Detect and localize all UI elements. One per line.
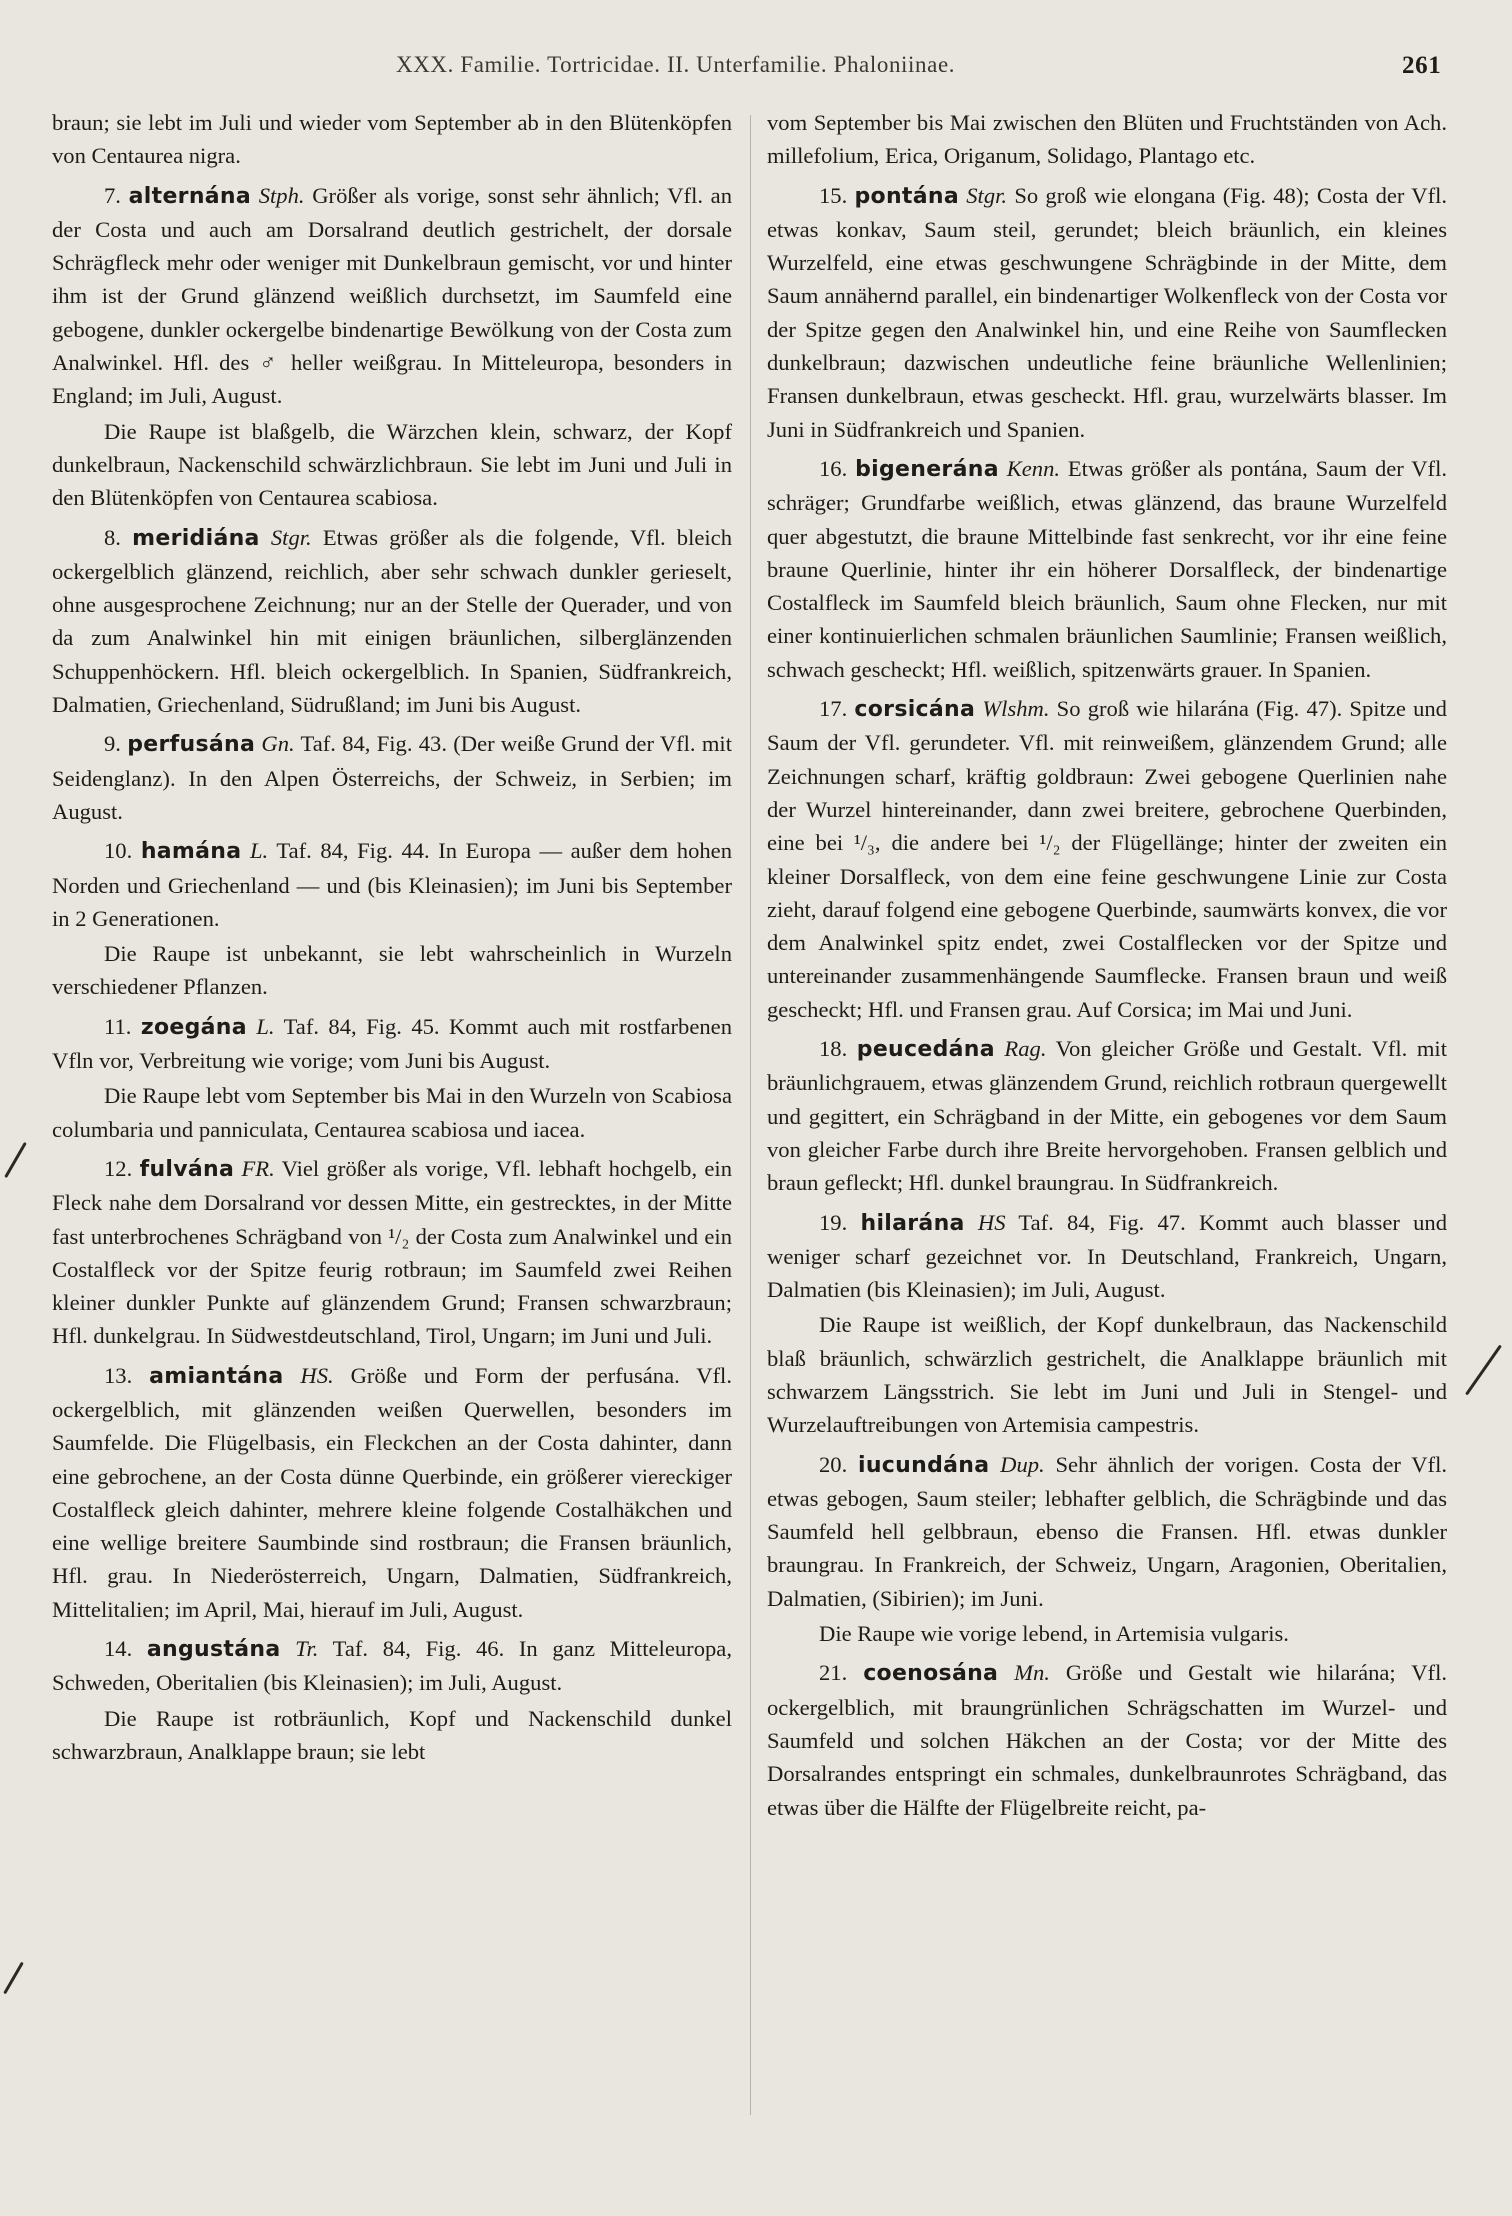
body-text: Die Raupe ist blaßgelb, die Wärzchen klein, schwarz, der Kopf dunkelbraun, Nackenschild schwärzlichbraun. Sie lebt im Juni und Juli in den Blütenköpfen von Centaurea scabiosa. (52, 418, 732, 511)
entry-number: 13. (104, 1362, 133, 1388)
body-text: Größe und Gestalt wie hilarána; Vfl. ockergelblich, mit braungrünlichen Schrägschatten im Wurzel- und Saumfeld und solchen Häkchen an der Costa; vor der Mitte des Dorsalrandes entspringt ein schmales, dunkelbraunrotes Schrägband, das etwas über die Hälfte der Flügelbreite reicht, pa- (767, 1660, 1447, 1820)
species-entry (52, 834, 732, 935)
species-name: hilarána (860, 1210, 965, 1236)
entry-number: 10. (104, 838, 133, 864)
species-entry (52, 1152, 732, 1353)
margin-pencil-mark (1465, 1345, 1502, 1396)
body-text: Taf. 84, Fig. 43. (Der weiße Grund der Vfl. mit Seidenglanz). In den Alpen Österreichs, der Schweiz, in Serbien; im August. (52, 731, 732, 824)
species-name: perfusána (127, 732, 256, 758)
entry-number: 11. (104, 1013, 132, 1039)
species-author: FR. (241, 1155, 275, 1181)
body-text: vom September bis Mai zwischen den Blüten und Fruchtständen von Ach. millefolium, Erica, Origanum, Solidago, Plantago etc. (767, 110, 1447, 169)
body-text: So groß wie elongana (Fig. 48); Costa der Vfl. etwas konkav, Saum steil, gerundet; bleich bräunlich, ein kleines Wurzelfeld, eine etwas geschwungene Schrägbinde in der Mitte, dem Saum annähernd parallel, ein bindenartiger Wolkenfleck von der Costa vor der Spitze gegen den Analwinkel hin, und eine Reihe von Saumflecken dunkelbraun; dazwischen undeutliche feine bräunliche Wellenlinien; Fransen dunkelbraun, etwas gescheckt. Hfl. grau, wurzelwärts blasser. Im Juni in Südfrankreich und Spanien. (767, 182, 1448, 442)
species-entry (52, 1359, 732, 1626)
entry-number: 20. (819, 1451, 848, 1477)
paragraph (52, 937, 732, 1004)
body-text: Die Raupe wie vorige lebend, in Artemisia vulgaris. (819, 1621, 1289, 1647)
paragraph (767, 1617, 1447, 1650)
species-author: HS (977, 1209, 1006, 1235)
species-entry (767, 1656, 1447, 1823)
paragraph (52, 415, 732, 515)
entry-number: 7. (104, 182, 121, 208)
column-divider (750, 115, 751, 2115)
species-name: alternána (128, 183, 252, 209)
species-name: angustána (146, 1637, 281, 1663)
left-column (52, 106, 732, 1768)
entry-number: 18. (819, 1036, 848, 1062)
entry-number: 21. (819, 1660, 848, 1686)
margin-pencil-mark (4, 1142, 27, 1178)
margin-pencil-mark (3, 1962, 24, 1995)
species-name: amiantána (149, 1363, 284, 1389)
species-author: Stph. (258, 182, 305, 208)
species-entry (767, 692, 1447, 1026)
entry-number: 15. (819, 182, 848, 208)
paragraph (767, 1308, 1447, 1441)
species-entry (52, 727, 732, 828)
header-title: XXX. Familie. Tortricidae. II. Unterfamilie. Phaloniinae. (396, 52, 956, 77)
species-author: Kenn. (1006, 455, 1061, 481)
page-number: 261 (1402, 52, 1442, 79)
entry-number: 12. (104, 1155, 133, 1181)
species-entry (767, 452, 1447, 686)
species-entry (52, 179, 732, 413)
paragraph (52, 1079, 732, 1146)
body-text: Etwas größer als pontána, Saum der Vfl. schräger; Grundfarbe weißlich, etwas glänzend, das braune Wurzelfeld quer abgestutzt, die braune Mittelbinde fast senkrecht, vor ihr eine feine braune Querlinie, hinter ihr ein höherer Dorsalfleck, der bindenartige Costalfleck im Saumfeld bleich bräunlich, Saum ohne Flecken, nur mit einer kontinuierlichen schmalen bräunlichen Saumlinie; Fransen weißlich, schwach gescheckt; Hfl. weißlich, spitzenwärts grauer. In Spanien. (767, 455, 1448, 682)
species-entry (767, 1206, 1447, 1307)
species-entry (52, 1632, 732, 1700)
species-name: bigenerána (855, 456, 999, 482)
body-text: Taf. 84, Fig. 47. Kommt auch blasser und weniger scharf gezeichnet vor. In Deutschland, Frankreich, Ungarn, Dalmatien (bis Kleinasien); im Juli, August. (767, 1209, 1447, 1303)
body-text: So groß wie hilarána (Fig. 47). Spitze und Saum der Vfl. gerundeter. Vfl. mit reinweißem, glänzendem Grund; alle Zeichnungen scharf, kräftig goldbraun: Zwei gebogene Querlinien nahe der Wurzel hintereinander, dann zwei breitere, gebrochene Querbinden, eine bei ¹/₃, die andere bei ¹/₂ der Flügellänge; hinter der zweiten ein kleiner Dorsalfleck, von dem eine feine geschwungene Linie zur Costa zieht, darauf folgend eine gebogene Querbinde, saumwärts konvex, die vor dem Analwinkel spitz endet, zwei Costalflecken vor der Spitze und untereinander zusammenhängende Saumflecke. Fransen braun und weiß gescheckt; Hfl. und Fransen grau. Auf Corsica; im Mai und Juni. (767, 696, 1447, 1022)
species-author: Gn. (261, 731, 295, 757)
body-text: Größe und Form der perfusána. Vfl. ockergelblich, mit glänzenden weißen Querwellen, besonders im Saumfelde. Die Flügelbasis, ein Fleckchen an der Costa dahinter, dann eine gebrochene, an der Costa dünne Querbinde, ein größerer viereckiger Costalfleck gleich dahinter, mehrere kleine folgende Costalhäkchen und eine wellige breitere Saumbinde sind rostbraun; die Fransen bräunlich, Hfl. grau. In Niederösterreich, Ungarn, Dalmatien, Südfrankreich, Mittelitalien; im April, Mai, hierauf im Juli, August. (52, 1362, 732, 1622)
species-entry (52, 1010, 732, 1078)
species-author: Mn. (1014, 1660, 1050, 1686)
species-author: Rag. (1004, 1036, 1047, 1062)
body-text: Von gleicher Größe und Gestalt. Vfl. mit bräunlichgrauem, etwas glänzendem Grund, reichlich rotbraun quergewellt und gegittert, ein Schrägband in der Mitte, ein gebogenes vor dem Saum von gleicher Farbe durch ihre Breite hervorgehoben. Fransen gelblich und braun gefleckt; Hfl. dunkel braungrau. In Südfrankreich. (767, 1036, 1447, 1196)
species-entry (767, 179, 1447, 446)
body-text: Viel größer als vorige, Vfl. lebhaft hochgelb, ein Fleck nahe dem Dorsalrand vor dessen Mitte, ein gestrecktes, in der Mitte fast unterbrochenes Schrägband von ¹/₂ der Costa zum Analwinkel und ein Costalfleck vor der Spitze feurig rotbraun; im Saumfeld zwei Reihen kleiner dunkler Punkte auf glänzendem Grund; Fransen schwarzbraun; Hfl. dunkelgrau. In Südwestdeutschland, Tirol, Ungarn; im Juni und Juli. (52, 1155, 733, 1349)
entry-number: 14. (104, 1636, 133, 1662)
body-text: Die Raupe ist weißlich, der Kopf dunkelbraun, das Nackenschild blaß bräunlich, schwärzlich gestrichelt, die Analklappe bräunlich mit schwarzem Längsstrich. Sie lebt im Juni und Juli in Stengel- und Wurzelauftreibungen von Artemisia campestris. (767, 1312, 1447, 1438)
species-name: corsicána (854, 697, 976, 723)
body-text: Sehr ähnlich der vorigen. Costa der Vfl. etwas gebogen, Saum steiler; lebhafter gelblich, die Schrägbinde und das Saumfeld hell gelbbraun, ebenso die Fransen. Hfl. etwas dunkler braungrau. In Frankreich, der Schweiz, Ungarn, Aragonien, Oberitalien, Dalmatien, (Sibirien); im Juni. (767, 1451, 1447, 1611)
species-name: zoegána (140, 1014, 247, 1040)
running-header (0, 52, 1512, 92)
species-name: pontána (854, 183, 959, 209)
right-column (767, 106, 1447, 1824)
species-name: coenosána (863, 1661, 999, 1687)
body-text: Größer als vorige, sonst sehr ähnlich; Vfl. an der Costa und auch am Dorsalrand deutlich gestrichelt, der dorsale Schrägfleck mehr oder weniger mit Dunkelbraun gemischt, vor und hinter ihm ist der Grund glänzend weißlich durchsetzt, im Saumfeld eine gebogene, dunkler ockergelbe bindenartige Bewölkung von der Costa zum Analwinkel. Hfl. des ♂ heller weißgrau. In Mitteleuropa, besonders in England; im Juli, August. (52, 182, 732, 409)
species-author: Stgr. (270, 524, 312, 550)
body-text: Taf. 84, Fig. 45. Kommt auch mit rostfarbenen Vfln vor, Verbreitung wie vorige; vom Juni bis August. (52, 1013, 733, 1074)
species-name: peucedána (856, 1037, 995, 1063)
entry-number: 9. (104, 731, 121, 757)
species-entry (52, 521, 732, 722)
entry-number: 17. (819, 696, 848, 722)
entry-number: 16. (819, 455, 848, 481)
species-author: L. (249, 838, 269, 864)
body-text: Die Raupe ist unbekannt, sie lebt wahrscheinlich in Wurzeln verschiedener Pflanzen. (52, 941, 732, 1000)
body-text: Die Raupe ist rotbräunlich, Kopf und Nackenschild dunkel schwarzbraun, Analklappe braun; sie lebt (52, 1705, 732, 1764)
body-text: Etwas größer als die folgende, Vfl. bleich ockergelblich glänzend, reichlich, aber sehr schwach dunkler gerieselt, ohne ausgesprochene Zeichnung; nur an der Stelle der Querader, und von da zum Analwinkel hin mit einigen bräunlichen, silberglänzenden Schuppenhöckern. Hfl. bleich ockergelblich. In Spanien, Südfrankreich, Dalmatien, Griechenland, Südrußland; im Juni bis August. (52, 524, 732, 718)
entry-number: 19. (819, 1209, 848, 1235)
species-name: meridiána (132, 525, 260, 551)
species-entry (767, 1032, 1447, 1199)
body-text: braun; sie lebt im Juli und wieder vom September ab in den Blütenköpfen von Centaurea nigra. (52, 110, 732, 169)
species-name: iucundána (858, 1452, 990, 1478)
body-text: Taf. 84, Fig. 44. In Europa — außer dem hohen Norden und Griechenland — und (bis Kleinasien); im Juni bis September in 2 Generationen. (52, 838, 732, 931)
paragraph (52, 106, 732, 173)
species-author: HS. (300, 1362, 334, 1388)
species-author: Stgr. (966, 182, 1008, 208)
species-author: Dup. (1000, 1451, 1045, 1477)
species-entry (767, 1448, 1447, 1615)
entry-number: 8. (104, 524, 121, 550)
species-author: Tr. (295, 1636, 319, 1662)
paragraph (767, 106, 1447, 173)
body-text: Die Raupe lebt vom September bis Mai in den Wurzeln von Scabiosa columbaria und panniculata, Centaurea scabiosa und iacea. (52, 1083, 732, 1142)
species-author: Wlshm. (982, 696, 1050, 722)
paragraph (52, 1702, 732, 1769)
species-name: fulvána (139, 1156, 235, 1182)
species-author: L. (256, 1013, 275, 1039)
species-name: hamána (140, 839, 242, 865)
body-text: Taf. 84, Fig. 46. In ganz Mitteleuropa, Schweden, Oberitalien (bis Kleinasien); im Juli, August. (52, 1636, 732, 1696)
